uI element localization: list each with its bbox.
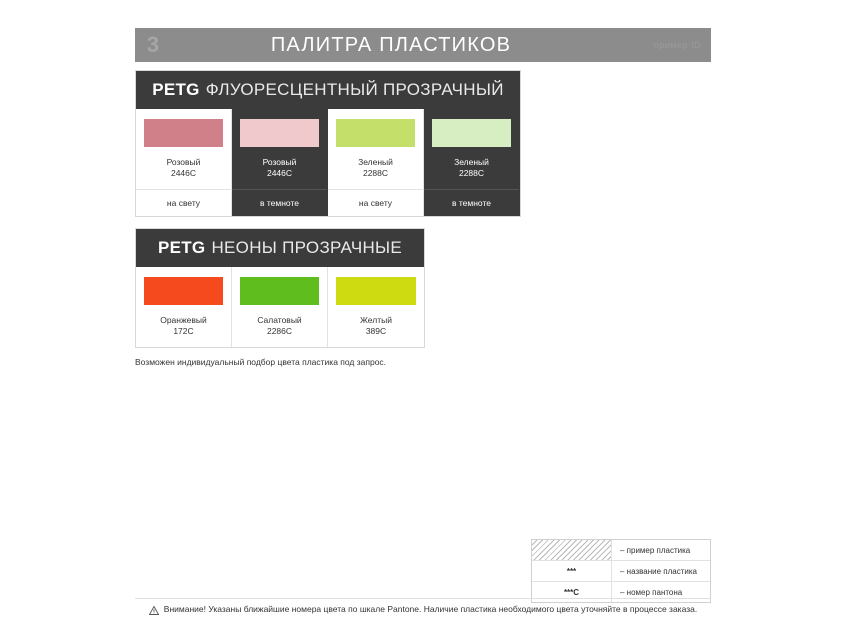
color-chip [240, 277, 319, 305]
swatch-label [232, 313, 327, 347]
remark-text: Возможен индивидуальный подбор цвета пластика под запрос. [135, 357, 387, 367]
legend-row [532, 582, 710, 602]
legend-row [532, 561, 710, 582]
legend-description: – название пластика [620, 566, 697, 576]
swatch-row [136, 109, 520, 216]
footer [0, 604, 846, 616]
card-title-brand: PETG [157, 238, 206, 257]
swatch-code: 2288C [362, 168, 389, 178]
swatch-name: Зеленый [358, 157, 393, 167]
swatch-label [136, 313, 231, 347]
color-chip [336, 119, 415, 147]
legend-description: – номер пантона [620, 587, 683, 597]
card-title-text: НЕОНЫ ПРОЗРАЧНЫЕ [211, 238, 403, 257]
swatch-label [328, 313, 424, 347]
color-chip [144, 277, 223, 305]
swatch-item [328, 109, 424, 216]
color-chip [432, 119, 511, 147]
card-title-text: ФЛУОРЕСЦЕНТНЫЙ ПРОЗРАЧНЫЙ [205, 80, 504, 99]
page-title: ПАЛИТРА ПЛАСТИКОВ [270, 33, 512, 56]
swatch-note: в темноте [232, 189, 327, 216]
legend-description: – пример пластика [620, 545, 691, 555]
color-chip [336, 277, 416, 305]
swatch-chip-wrap [424, 109, 519, 155]
swatch-item [232, 267, 328, 347]
swatch-name: Розовый [166, 157, 201, 167]
card-title [136, 71, 520, 109]
legend-key: ***C [532, 582, 612, 602]
card-title-brand: PETG [152, 80, 200, 99]
swatch-code: 172C [173, 326, 194, 336]
swatch-code: 2288C [458, 168, 485, 178]
swatch-name: Зеленый [454, 157, 489, 167]
swatch-name: Розовый [262, 157, 297, 167]
card-title [136, 229, 424, 267]
swatch-name: Оранжевый [160, 315, 207, 325]
swatch-item [136, 109, 232, 216]
swatch-item [328, 267, 424, 347]
hatch-sample-icon [532, 540, 612, 560]
brand-mark: пример ID [653, 40, 701, 50]
page-header [135, 28, 711, 62]
swatch-row [136, 267, 424, 347]
swatch-chip-wrap [328, 267, 424, 313]
swatch-chip-wrap [136, 267, 231, 313]
swatch-name: Желтый [360, 315, 392, 325]
swatch-chip-wrap [136, 109, 231, 155]
swatch-chip-wrap [328, 109, 423, 155]
swatch-chip-wrap [232, 109, 327, 155]
footer-divider [135, 598, 711, 599]
swatch-label [136, 155, 231, 189]
swatch-chip-wrap [232, 267, 327, 313]
swatch-code: 389C [365, 326, 387, 336]
swatch-item [424, 109, 520, 216]
legend-row [532, 540, 710, 561]
swatch-item [136, 267, 232, 347]
swatch-label [424, 155, 519, 189]
page-number: 3 [146, 32, 160, 57]
swatch-note: на свету [136, 189, 231, 216]
palette-card-fluorescent [135, 70, 521, 217]
legend-key: *** [532, 561, 612, 581]
swatch-note: в темноте [424, 189, 519, 216]
swatch-code: 2286C [266, 326, 293, 336]
legend [531, 539, 711, 603]
palette-card-neon [135, 228, 425, 348]
footer-text: Внимание! Указаны ближайшие номера цвета по шкале Pantone. Наличие пластика необходимого цвета уточняйте в процессе заказа. [163, 604, 698, 614]
swatch-label [232, 155, 327, 189]
swatch-name: Салатовый [257, 315, 302, 325]
color-chip [240, 119, 319, 147]
warning-icon [149, 606, 159, 615]
swatch-code: 2446C [170, 168, 197, 178]
swatch-label [328, 155, 423, 189]
swatch-item [232, 109, 328, 216]
swatch-code: 2446C [266, 168, 293, 178]
color-chip [144, 119, 223, 147]
swatch-note: на свету [328, 189, 423, 216]
